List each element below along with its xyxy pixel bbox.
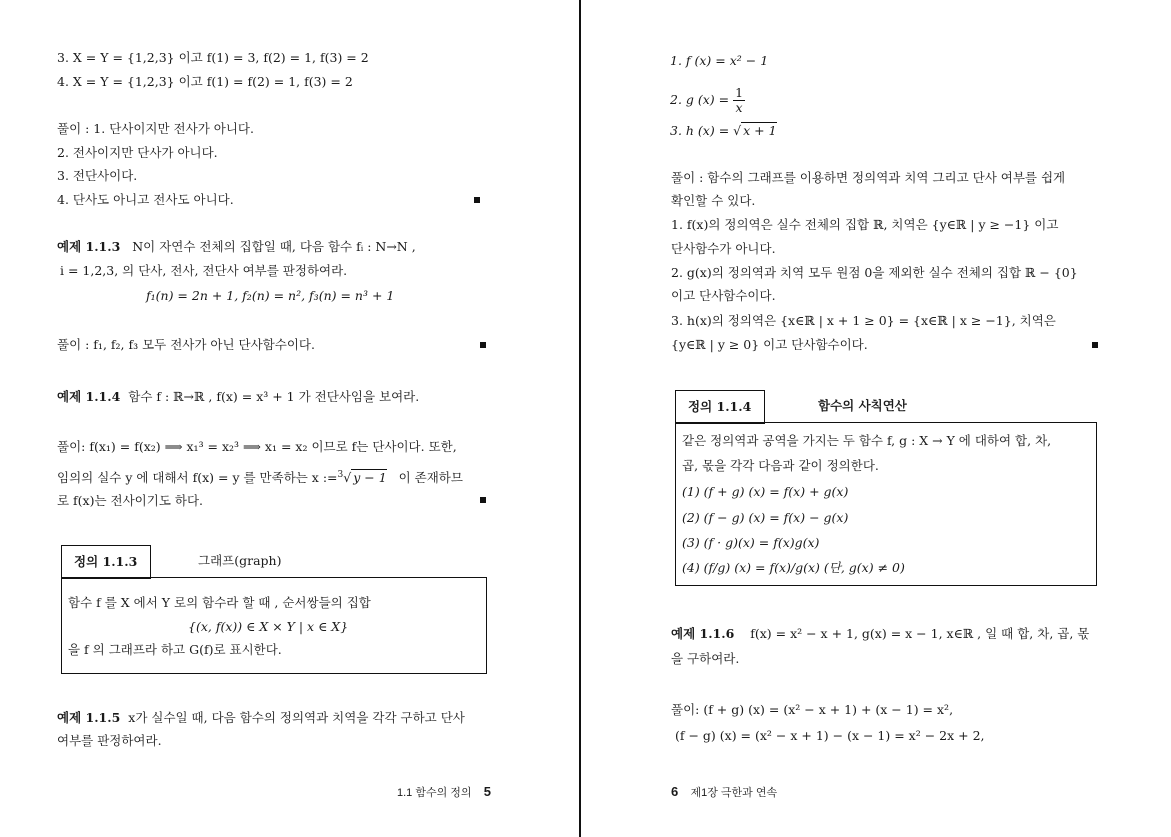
fraction-denominator: x <box>735 100 743 115</box>
example-1-1-3-statement <box>57 239 416 255</box>
solution-line-1: 풀이 : 함수의 그래프를 이용하면 정의역과 치역 그리고 단사 여부를 쉽게 <box>671 170 1066 185</box>
qed-mark <box>480 497 486 503</box>
example-text: N이 자연수 전체의 집합일 때, 다음 함수 fᵢ : N→N , <box>132 239 416 254</box>
function-2-lhs: 2. g (x) = <box>670 92 730 107</box>
solution-text: 임의의 실수 y 에 대해서 f(x) = y 를 만족하는 x := <box>57 470 338 485</box>
radicand: y − 1 <box>353 470 387 485</box>
footer-left <box>397 784 491 800</box>
example-label: 예제 1.1.3 <box>57 239 121 254</box>
solution-line-3: 1. f(x)의 정의역은 실수 전체의 집합 ℝ, 치역은 {y∈ℝ | y ≥ −1} 이고 <box>671 217 1059 232</box>
fraction <box>733 86 745 115</box>
example-1-1-4-solution-line-2 <box>57 467 463 486</box>
definition-quotient: (4) (f/g) (x) = f(x)/g(x) (단, g(x) ≠ 0) <box>682 560 905 575</box>
solution-line-5: 2. g(x)의 정의역과 치역 모두 원점 0을 제외한 실수 전체의 집합 ℝ − {0} <box>671 265 1078 280</box>
example-1-1-3-functions: f₁(n) = 2n + 1, f₂(n) = n², f₃(n) = n³ + 1 <box>146 288 395 303</box>
page-divider <box>579 0 581 837</box>
solution-line-4: 4. 단사도 아니고 전사도 아니다. <box>57 192 234 207</box>
qed-mark <box>1092 342 1098 348</box>
definition-title: 그래프(graph) <box>198 553 282 568</box>
solution-line-2: 2. 전사이지만 단사가 아니다. <box>57 145 218 160</box>
function-1: 1. f (x) = x² − 1 <box>670 53 769 68</box>
example-1-1-5-line-2: 여부를 판정하여라. <box>57 733 162 748</box>
definition-line-2: 곱, 몫을 각각 다음과 같이 정의한다. <box>682 458 879 473</box>
definition-sum: (1) (f + g) (x) = f(x) + g(x) <box>682 484 849 499</box>
example-1-1-3-line-2: i = 1,2,3, 의 단사, 전사, 전단사 여부를 판정하여라. <box>60 263 348 278</box>
definition-line-1: 함수 f 를 X 에서 Y 로의 함수라 할 때 , 순서쌍들의 집합 <box>68 595 371 610</box>
solution-text-tail: 이 존재하므 <box>398 470 463 485</box>
function-3 <box>670 123 777 139</box>
qed-mark <box>474 197 480 203</box>
solution-line-2: 확인할 수 있다. <box>671 193 756 208</box>
example-1-1-6-solution-line-2: (f − g) (x) = (x² − x + 1) − (x − 1) = x² − 2x + 2, <box>675 728 985 743</box>
radicand: x + 1 <box>743 123 777 138</box>
definition-label: 정의 1.1.3 <box>74 554 138 569</box>
problem-3: 3. X = Y = {1,2,3} 이고 f(1) = 3, f(2) = 1, f(3) = 2 <box>57 50 369 65</box>
definition-difference: (2) (f − g) (x) = f(x) − g(x) <box>682 510 849 525</box>
qed-mark <box>480 342 486 348</box>
footer-section: 1.1 함수의 정의 <box>397 787 472 799</box>
footer-chapter: 제1장 극한과 연속 <box>690 787 778 799</box>
solution-line-7: 3. h(x)의 정의역은 {x∈ℝ | x + 1 ≥ 0} = {x∈ℝ | x ≥ −1}, 치역은 <box>671 313 1056 328</box>
example-1-1-4-solution-line-1: 풀이: f(x₁) = f(x₂) ⟹ x₁³ = x₂³ ⟹ x₁ = x₂ 이므로 f는 단사이다. 또한, <box>57 439 457 454</box>
left-page <box>0 0 580 837</box>
solution-line-1: 풀이 : 1. 단사이지만 전사가 아니다. <box>57 121 254 136</box>
page-number: 5 <box>483 784 492 799</box>
solution-line-3: 3. 전단사이다. <box>57 168 138 183</box>
example-text: x가 실수일 때, 다음 함수의 정의역과 치역을 각각 구하고 단사 <box>128 710 465 725</box>
definition-label-box <box>61 545 151 579</box>
solution-line-6: 이고 단사함수이다. <box>671 288 776 303</box>
problem-4: 4. X = Y = {1,2,3} 이고 f(1) = f(2) = 1, f(3) = 2 <box>57 74 353 89</box>
solution-line-4: 단사함수가 아니다. <box>671 241 776 256</box>
example-1-1-5-statement <box>57 710 465 726</box>
example-label: 예제 1.1.4 <box>57 389 121 404</box>
definition-line-3: 을 f 의 그래프라 하고 G(f)로 표시한다. <box>68 642 282 657</box>
definition-label: 정의 1.1.4 <box>688 399 752 414</box>
example-1-1-4-statement <box>57 389 419 405</box>
page-number: 6 <box>671 784 679 799</box>
example-1-1-4-solution-line-3: 로 f(x)는 전사이기도 하다. <box>57 493 203 508</box>
radical-sign: √ <box>343 470 352 485</box>
definition-title: 함수의 사칙연산 <box>818 398 907 413</box>
example-label: 예제 1.1.6 <box>671 626 735 641</box>
definition-line-1: 같은 정의역과 공역을 가지는 두 함수 f, g : X → Y 에 대하여 합, 차, <box>682 433 1052 448</box>
right-page <box>582 0 1171 837</box>
definition-graph-set: {(x, f(x)) ∈ X × Y | x ∈ X} <box>188 619 349 634</box>
example-1-1-3-solution: 풀이 : f₁, f₂, f₃ 모두 전사가 아닌 단사함수이다. <box>57 337 315 352</box>
footer-right <box>671 784 777 800</box>
function-2 <box>670 86 745 115</box>
radical-sign: √ <box>733 123 742 138</box>
example-1-1-6-solution-line-1: 풀이: (f + g) (x) = (x² − x + 1) + (x − 1) = x², <box>671 702 954 717</box>
fraction-numerator: 1 <box>735 85 744 100</box>
example-1-1-6-line-2: 을 구하여라. <box>671 651 740 666</box>
definition-label-box <box>675 390 765 424</box>
cube-root-index: 3 <box>337 470 344 480</box>
example-label: 예제 1.1.5 <box>57 710 121 725</box>
example-1-1-6-statement <box>671 626 1089 642</box>
solution-line-8: {y∈ℝ | y ≥ 0} 이고 단사함수이다. <box>671 337 868 352</box>
example-text: 함수 f : ℝ→ℝ , f(x) = x³ + 1 가 전단사임을 보여라. <box>128 389 420 404</box>
definition-body-box <box>61 577 487 674</box>
definition-product: (3) (f · g)(x) = f(x)g(x) <box>682 535 820 550</box>
example-text: f(x) = x² − x + 1, g(x) = x − 1, x∈ℝ , 일 때 합, 차, 곱, 몫 <box>750 626 1090 641</box>
function-3-lhs: 3. h (x) = <box>670 123 730 138</box>
definition-body-box <box>675 422 1097 586</box>
